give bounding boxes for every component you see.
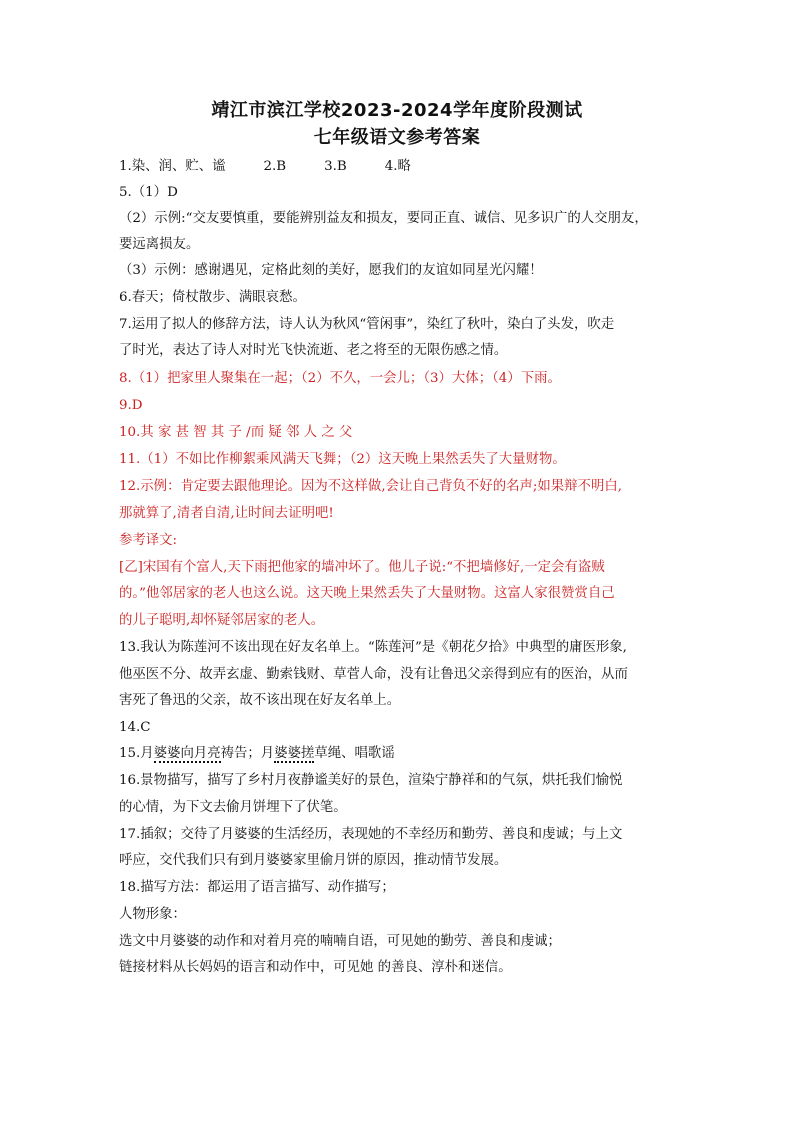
answer-q17-line2: 呼应，交代我们只有到月婆婆家里偷月饼的原因，推动情节发展。 [119,853,508,868]
answer-q12-line2: 那就算了,清者自清,让时间去证明吧! [119,506,334,521]
answer-q16-line1: 16.景物描写，描写了乡村月夜静谧美好的景色，渲染宁静祥和的气氛，烘托我们愉悦 [119,773,623,788]
answer-q15-prefix: 15.月 [119,746,154,761]
answer-q9: 9.D [119,398,143,413]
reference-translation-label: 参考译文: [119,533,178,548]
answer-q18-line2: 人物形象： [119,907,186,922]
answer-q3: 3.B [324,159,347,174]
answer-q18-line3: 选文中月婆婆的动作和对着月亮的喃喃自语，可见她的勤劳、善良和虔诚； [119,934,561,949]
answer-q18-line1: 18.描写方法：都运用了语言描写、动作描写； [119,880,395,895]
reference-translation-line3: 的儿子聪明,却怀疑邻居家的老人。 [119,613,325,628]
reference-translation-line1: [乙]宋国有个富人,天下雨把他家的墙冲坏了。他儿子说:“不把墙修好,一定会有盗贼 [119,560,605,575]
answer-q6: 6.春天；倚杖散步、满眼哀愁。 [119,290,306,305]
answer-q7-line1: 7.运用了拟人的修辞方法，诗人认为秋风“管闲事”，染红了秋叶，染白了头发，吹走 [119,317,615,332]
answer-q7-line2: 了时光，表达了诗人对时光飞快流逝、老之将至的无限伤感之情。 [119,343,508,358]
answer-q15-suffix: 草绳、唱歌谣 [314,746,395,761]
answer-q13-line2: 他巫医不分、故弄玄虚、勤索钱财、草菅人命，没有让鲁迅父亲得到应有的医治，从而 [119,667,628,682]
answer-q15-emphasis-1: 婆婆向月亮 [153,746,221,761]
answer-q14: 14.C [119,720,151,735]
answer-q10: 10.其 家 甚 智 其 子 /而 疑 邻 人 之 父 [119,425,353,440]
answer-q5-3: （3）示例：感谢遇见，定格此刻的美好，愿我们的友谊如同星光闪耀！ [119,263,543,278]
answer-q13-line1: 13.我认为陈莲河不该出现在好友名单上。“陈莲河”是《朝花夕拾》中典型的庸医形象, [119,640,627,655]
answer-q16-line2: 的心情，为下文去偷月饼埋下了伏笔。 [119,800,347,815]
document-subtitle: 七年级语文参考答案 [313,127,481,148]
answer-q1: 1.染、润、贮、谧 [119,159,226,174]
answer-q13-line3: 害死了鲁迅的父亲，故不该出现在好友名单上。 [119,693,401,708]
answer-q2: 2.B [263,159,287,174]
answer-q5-1: 5.（1）D [119,185,178,200]
answer-line-1-4 [119,158,411,176]
answer-q15-emphasis-2: 婆婆搓 [274,746,315,761]
answer-q8: 8.（1）把家里人聚集在一起；（2）不久，一会儿；（3）大体；（4）下雨。 [119,371,561,386]
reference-translation-line2: 的。”他邻居家的老人也这么说。这天晚上果然丢失了大量财物。这富人家很赞赏自己 [119,586,615,601]
document-title: 靖江市滨江学校2023-2024学年度阶段测试 [211,100,583,121]
answer-q5-2-line1: （2）示例:“交友要慎重，要能辨别益友和损友，要同正直、诚信、见多识广的人交朋友， [119,211,648,226]
answer-q11: 11.（1）不如比作柳絮乘风满天飞舞；（2）这天晚上果然丢失了大量财物。 [119,452,566,467]
answer-q15-middle: 祷告；月 [220,746,275,761]
answer-q12-line1: 12.示例：肯定要去跟他理论。因为不这样做,会让自己背负不好的名声;如果辩不明白, [119,479,622,494]
answer-q17-line1: 17.插叙；交待了月婆婆的生活经历，表现她的不幸经历和勤劳、善良和虔诚；与上文 [119,827,623,842]
answer-q15 [119,745,395,763]
answer-q5-2-line2: 要远离损友。 [119,237,200,252]
answer-q18-line4: 链接材料从长妈妈的语言和动作中，可见她 的善良、淳朴和迷信。 [119,960,512,975]
answer-q4: 4.略 [384,159,411,174]
